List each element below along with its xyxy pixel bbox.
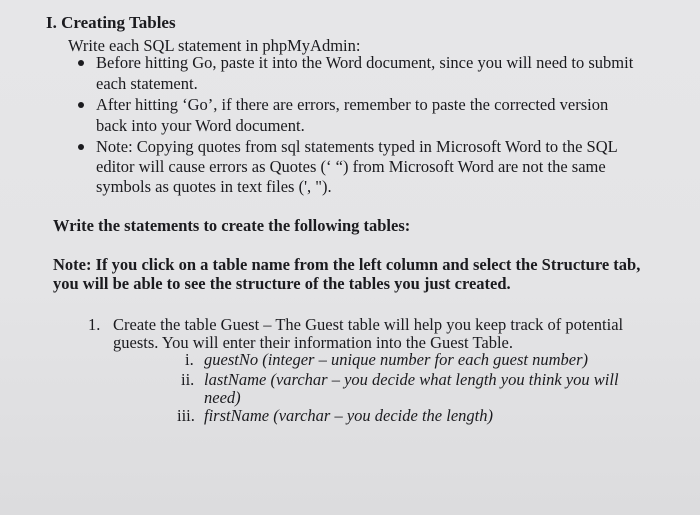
bullet-icon — [78, 144, 84, 150]
task-number: 1. — [88, 315, 101, 334]
field-lastname-line-1: lastName (varchar – you decide what length you think you will — [204, 370, 619, 389]
bullet-1-line-2: each statement. — [96, 74, 198, 93]
bullet-3-line-3: symbols as quotes in text files (', "). — [96, 177, 332, 196]
bullet-3-line-2: editor will cause errors as Quotes (‘ “) from Microsoft Word are not the same — [96, 157, 606, 176]
note-line-2: you will be able to see the structure of the tables you just created. — [53, 274, 511, 293]
field-numeral: i. — [185, 350, 194, 369]
section-title: I. Creating Tables — [46, 13, 176, 32]
field-numeral: ii. — [181, 370, 195, 389]
field-guestno: guestNo (integer – unique number for each guest number) — [204, 350, 589, 369]
bullet-3-line-1: Note: Copying quotes from sql statements typed in Microsoft Word to the SQL — [96, 137, 618, 156]
task-line-1: Create the table Guest – The Guest table will help you keep track of potential — [113, 315, 624, 334]
bullet-icon — [78, 102, 84, 108]
bullet-2-line-1: After hitting ‘Go’, if there are errors, remember to paste the corrected version — [96, 95, 609, 114]
field-lastname-line-2: need) — [204, 388, 241, 407]
bullet-2-line-2: back into your Word document. — [96, 116, 305, 135]
bullet-1-line-1: Before hitting Go, paste it into the Word document, since you will need to submit — [96, 53, 634, 72]
task-line-2: guests. You will enter their information into the Guest Table. — [113, 333, 513, 352]
field-numeral: iii. — [177, 406, 195, 425]
field-firstname: firstName (varchar – you decide the length) — [204, 406, 493, 425]
note-line-1: Note: If you click on a table name from the left column and select the Structure tab, — [53, 255, 641, 274]
bullet-icon — [78, 60, 84, 66]
intro-text: Write each SQL statement in phpMyAdmin: — [68, 36, 361, 55]
statements-heading: Write the statements to create the following tables: — [53, 216, 411, 235]
